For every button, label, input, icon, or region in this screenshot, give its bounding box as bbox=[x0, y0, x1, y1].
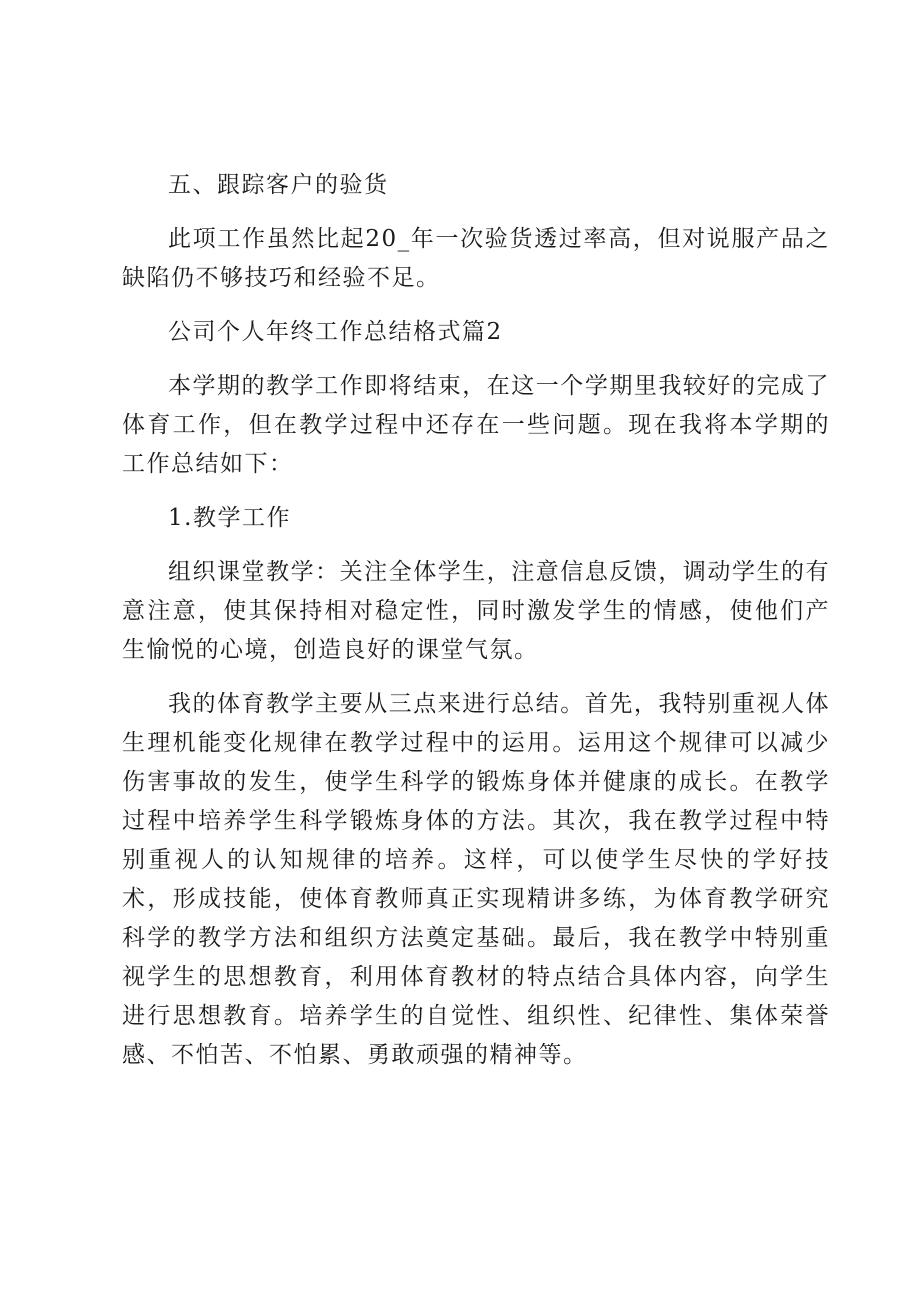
section-heading-teaching-work: 1.教学工作 bbox=[168, 505, 291, 531]
paragraph-inspection: 此项工作虽然比起20_年一次验货透过率高，但对说服产品之缺陷仍不够技巧和经验不足。 bbox=[122, 226, 830, 291]
section-heading-follow-up: 五、跟踪客户的验货 bbox=[168, 172, 389, 198]
document-body bbox=[122, 166, 830, 1090]
section-heading-part-2: 公司个人年终工作总结格式篇2 bbox=[168, 319, 503, 345]
paragraph-pe-teaching-summary: 我的体育教学主要从三点来进行总结。首先，我特别重视人体生理机能变化规律在教学过程中的运用。运用这个规律可以减少伤害事故的发生，使学生科学的锻炼身体并健康的成长。在教学过程中培养学生科学锻炼身体的方法。其次，我在教学过程中特别重视人的认知规律的培养。这样，可以使学生尽快的学好技术，形成技能，使体育教师真正实现精讲多练，为体育教学研究科学的教学方法和组织方法奠定基础。最后，我在教学中特别重视学生的思想教育，利用体育教材的特点结合具体内容，向学生进行思想教育。培养学生的自觉性、组织性、纪律性、集体荣誉感、不怕苦、不怕累、勇敢顽强的精神等。 bbox=[122, 691, 830, 1068]
paragraph-semester-intro: 本学期的教学工作即将结束，在这一个学期里我较好的完成了体育工作，但在教学过程中还存在一些问题。现在我将本学期的工作总结如下： bbox=[122, 373, 830, 477]
paragraph-classroom-organization: 组织课堂教学：关注全体学生，注意信息反馈，调动学生的有意注意，使其保持相对稳定性，同时激发学生的情感，使他们产生愉悦的心境，创造良好的课堂气氛。 bbox=[122, 559, 830, 663]
